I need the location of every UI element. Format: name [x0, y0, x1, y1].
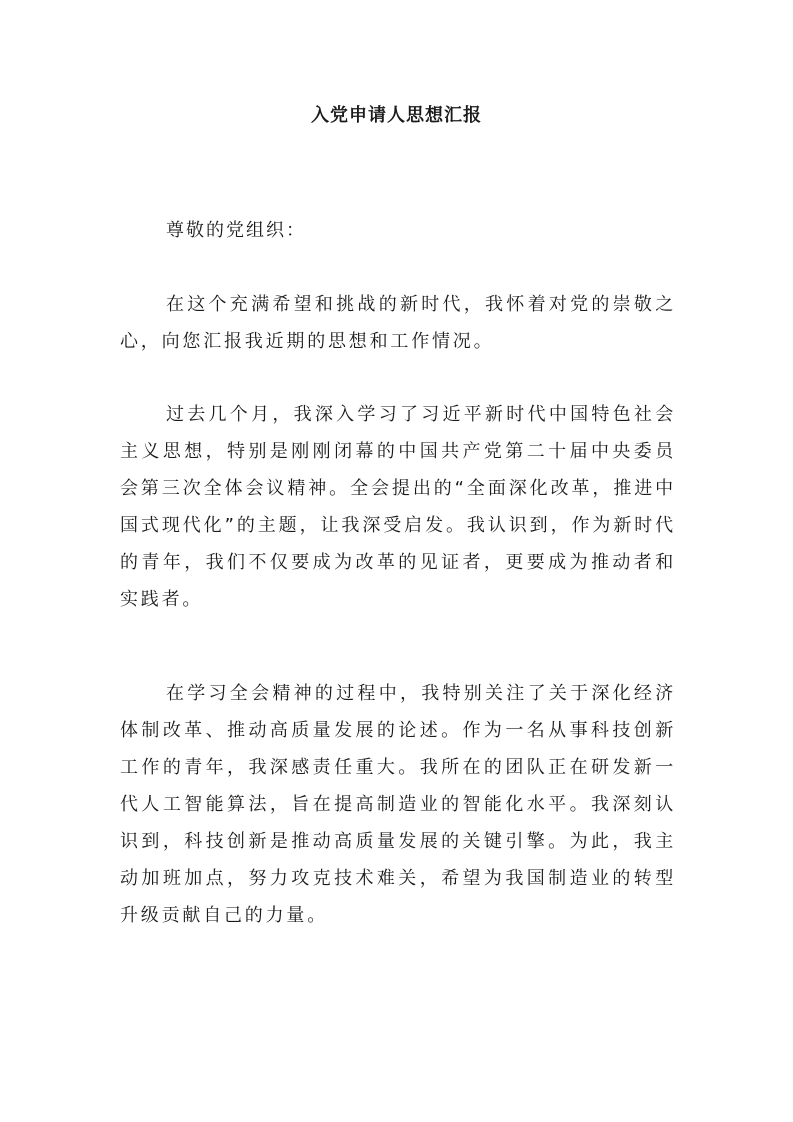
document-title: 入党申请人思想汇报	[311, 105, 482, 126]
paragraph-study: 过去几个月，我深入学习了习近平新时代中国特色社会主义思想，特别是刚刚闭幕的中国共产党第二十届中央委员会第三次全体会议精神。全会提出的“全面深化改革，推进中国式现代化”的主题，让我深受启发。我认识到，作为新时代的青年，我们不仅要成为改革的见证者，更要成为推动者和实践者。	[120, 404, 676, 610]
paragraph-intro: 在这个充满希望和挑战的新时代，我怀着对党的崇敬之心，向您汇报我近期的思想和工作情况。	[120, 294, 676, 352]
salutation: 尊敬的党组织：	[166, 220, 306, 241]
paragraph-work: 在学习全会精神的过程中，我特别关注了关于深化经济体制改革、推动高质量发展的论述。作为一名从事科技创新工作的青年，我深感责任重大。我所在的团队正在研发新一代人工智能算法，旨在提高制造业的智能化水平。我深刻认识到，科技创新是推动高质量发展的关键引擎。为此，我主动加班加点，努力攻克技术难关，希望为我国制造业的转型升级贡献自己的力量。	[120, 683, 676, 926]
